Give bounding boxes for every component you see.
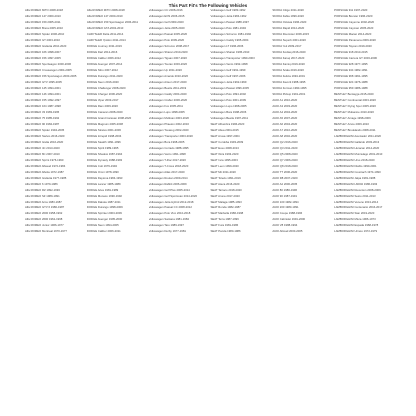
vehicle-item: PORSCHE 928 1977-1995 — [334, 62, 368, 66]
vehicle-item: Volkswagen Scirocco 2008-2017 — [148, 44, 190, 48]
vehicle-item: Alfa ROMEO 147 2000-2010 — [86, 14, 123, 18]
vehicle-item: Alfa ROMEO 4C 2013-2020 — [25, 146, 60, 150]
vehicle-column — [210, 9, 269, 309]
vehicle-item: LAMBORGHINI Sesto 2011-2013 — [334, 194, 376, 198]
vehicle-item: Volkswagen Lupo 1998-2005 — [148, 110, 185, 114]
vehicle-column — [272, 9, 331, 309]
vehicle-item: SEAT Fura 1981-1986 — [210, 224, 239, 228]
vehicle-item: PORSCHE 944 1982-1991 — [334, 68, 368, 72]
vehicle-item: PORSCHE Macan 2014-2020 — [334, 32, 372, 36]
page-title: This Part Fit's The Following Vehicles — [168, 3, 248, 8]
vehicle-item: Volkswagen Vento 1991-1998 — [148, 152, 186, 156]
vehicle-item: SKODA Karoq 2017-2020 — [272, 56, 305, 60]
vehicle-item: DODGE Neon 1994-2005 — [86, 224, 119, 228]
vehicle-item: Volkswagen Beetle 2011-2019 — [148, 86, 187, 90]
vehicle-item: SEAT Tarraco 2018-2020 — [210, 188, 242, 192]
vehicle-item: DODGE Caliber 2006-2012 — [86, 56, 121, 60]
vehicle-item: DODGE Sprinter 2003-2009 — [86, 212, 122, 216]
vehicle-item: Alfa ROMEO Sportwagon 2000-2006 — [25, 62, 72, 66]
vehicle-item: LAMBORGHINI Aventador 2011-2020 — [334, 134, 381, 138]
vehicle-item: Volkswagen EOS 2006-2015 — [148, 14, 185, 18]
vehicle-item: SEAT Exeo 2008-2013 — [210, 146, 239, 150]
vehicle-item: LAMBORGHINI Murcielago 2001-2010 — [334, 152, 383, 156]
vehicle-item: BENTLEY Continental 2003-2020 — [334, 98, 376, 102]
vehicle-item: AUDI Coupe 1988-1996 — [272, 212, 303, 216]
vehicle-item: DODGE Dakota 1987-2011 — [86, 200, 121, 204]
vehicle-item: Volkswagen Taro 1989-1997 — [148, 224, 184, 228]
vehicle-item: DODGE Lancer 1985-1989 — [86, 182, 121, 186]
vehicle-item: Volkswagen Rabbit 2006-2009 — [148, 182, 187, 186]
vehicle-item: PORSCHE Carrera GT 2003-2006 — [334, 56, 377, 60]
vehicle-item: AUDI Cabriolet 1991-2000 — [272, 218, 306, 222]
vehicle-item: Volkswagen Bora 1998-2006 — [210, 110, 247, 114]
vehicle-item: Volkswagen Phaeton 2002-2016 — [148, 122, 189, 126]
vehicle-item: AUDI 80 1986-1996 — [272, 188, 298, 192]
vehicle-item: Alfa ROMEO 90 1984-1987 — [25, 122, 60, 126]
vehicle-item: Volkswagen Jetta Hybrid 2012-2018 — [148, 200, 194, 204]
vehicle-item: SEAT Toledo 1991-2019 — [210, 176, 241, 180]
vehicle-item: AUDI A6 2004-2020 — [272, 122, 298, 126]
vehicle-item: Volkswagen Passat 1988-1997 — [210, 20, 249, 24]
vehicle-item: LAMBORGHINI LM002 1986-1993 — [334, 182, 378, 186]
vehicle-item: Alfa ROMEO Spider 2006-2010 — [25, 32, 65, 36]
vehicle-item: DODGE Nitro 2007-2012 — [86, 68, 118, 72]
vehicle-item: PORSCHE Taycan 2019-2020 — [334, 44, 372, 48]
vehicle-item: SEAT Arona 2017-2020 — [210, 194, 240, 198]
vehicle-item: Volkswagen Beetle 1997-2011 — [210, 116, 249, 120]
vehicle-item: SKODA Felicia 1994-2001 — [272, 74, 305, 78]
vehicle-item: Volkswagen T-Roc 2017-2020 — [148, 158, 186, 162]
vehicle-item: Volkswagen Santana 1981-1984 — [148, 218, 189, 222]
vehicle-item: Alfa ROMEO 156 1997-2005 — [25, 56, 61, 60]
vehicle-item: Volkswagen Polo 2001-2009 — [210, 98, 246, 102]
vehicle-item: Volkswagen Bora 1998-2005 — [148, 140, 185, 144]
vehicle-item: Alfa ROMEO 2600 1962-1968 — [25, 218, 63, 222]
vehicle-item: SEAT Ibiza 1993-2020 — [210, 152, 239, 156]
vehicle-item: SEAT Terra 1987-1996 — [210, 218, 239, 222]
vehicle-item: Alfa ROMEO 159 2005-2011 — [25, 20, 61, 24]
vehicle-item: LAMBORGHINI Espada 1968-1978 — [334, 224, 379, 228]
vehicle-item: Alfa ROMEO SZ 1989-1991 — [25, 194, 60, 198]
vehicle-item: PORSCHE 959 1986-1988 — [334, 86, 368, 90]
vehicle-item: Alfa ROMEO 33 1983-1995 — [25, 110, 60, 114]
vehicle-item: Volkswagen Up 2011-2020 — [148, 68, 182, 72]
vehicle-item: Volkswagen Transporter 2003-2020 — [148, 134, 193, 138]
vehicle-item: Alfa ROMEO GTV 1995-2005 — [25, 80, 62, 84]
vehicle-item: AUDI Q8 2018-2020 — [272, 164, 298, 168]
vehicle-item: LAMBORGHINI Veneno 2013-2014 — [334, 200, 379, 204]
vehicle-item: DODGE Challenger 2008-2020 — [86, 86, 126, 90]
vehicle-item: Alfa ROMEO RZ 1992-1993 — [25, 188, 60, 192]
vehicle-item: Volkswagen Passat CC 2008-2012 — [148, 206, 192, 210]
vehicle-item: Volkswagen Passat 1996-2005 — [210, 86, 249, 90]
vehicle-item: Alfa ROMEO 147 2000-2010 — [25, 14, 61, 18]
vehicle-item: DODGE Omni 1978-1990 — [86, 170, 119, 174]
vehicle-item: Alfa ROMEO 155 1992-1997 — [25, 98, 61, 102]
vehicle-item: PORSCHE 968 1991-1995 — [334, 74, 368, 78]
vehicle-item: LAMBORGHINI Jalpa 1981-1988 — [334, 176, 376, 180]
vehicle-item: AUDI A2 2000-2005 — [272, 182, 298, 186]
vehicle-item: SEAT Mii 2011-2020 — [210, 170, 236, 174]
vehicle-item: DODGE Intrepid 1998-2004 — [86, 134, 122, 138]
vehicle-item: BENTLEY Bentayga 2015-2020 — [334, 92, 374, 96]
vehicle-item: LAMBORGHINI Urraco 1972-1979 — [334, 230, 378, 234]
vehicle-item: Volkswagen Polo Vivo 2010-2018 — [148, 212, 191, 216]
vehicle-item: Alfa ROMEO 75 1985-1992 — [25, 116, 60, 120]
vehicle-item: DODGE Durango 2011-2020 — [86, 74, 123, 78]
vehicle-item: Volkswagen Golf 1991-1999 — [210, 68, 246, 72]
vehicle-item: Alfa ROMEO Alfasud 1972-1984 — [25, 164, 66, 168]
vehicle-item: Alfa ROMEO 146 1994-2001 — [25, 92, 61, 96]
vehicle-item: Alfa ROMEO Giulietta 2010-2020 — [25, 44, 67, 48]
vehicle-item: DODGE Spirit 1989-1995 — [86, 146, 119, 150]
vehicle-item: CHRYSLER Ypsilon 2011-2014 — [86, 38, 126, 42]
vehicle-item: PORSCHE 918 2013-2015 — [334, 50, 368, 54]
vehicle-item: DODGE Aries 1981-1989 — [86, 188, 119, 192]
vehicle-item: Volkswagen Polo 1994-2002 — [210, 92, 246, 96]
vehicle-item: Alfa ROMEO Arna 1983-1987 — [25, 200, 62, 204]
vehicle-item: DODGE Dynasty 1988-1993 — [86, 158, 123, 162]
vehicle-item: Volkswagen Jetta 2005-2020 — [148, 26, 185, 30]
vehicle-item: SKODA Citigo 2011-2020 — [272, 9, 304, 12]
vehicle-item: DODGE Durango 1998-2009 — [86, 206, 123, 210]
vehicle-item: Alfa ROMEO Alfetta 1972-1987 — [25, 170, 64, 174]
vehicle-item: Alfa ROMEO Crosswagon 2004-2005 — [25, 68, 72, 72]
vehicle-item: Alfa ROMEO 156 Sportwagon 2000-2005 — [25, 74, 77, 78]
vehicle-item: SEAT Ronda 1982-1987 — [210, 206, 241, 210]
vehicle-item: Alfa ROMEO Sprint 1976-1990 — [25, 158, 64, 162]
vehicle-item: Alfa ROMEO 145 1994-2001 — [25, 86, 61, 90]
vehicle-item: AUDI A7 2010-2020 — [272, 128, 298, 132]
vehicle-item: SEAT Altea 2004-2015 — [210, 128, 239, 132]
vehicle-item: Alfa ROMEO Spider 1994-2005 — [25, 128, 65, 132]
vehicle-item: AUDI Allroad 2000-2005 — [272, 230, 303, 234]
vehicle-item: Alfa ROMEO GTA 2002-2010 — [86, 26, 124, 30]
vehicle-item: LAMBORGHINI Sian 2019-2020 — [334, 212, 375, 216]
vehicle-item: DODGE Caliber 2006-2011 — [86, 230, 121, 234]
vehicle-item: SKODA Forman 1990-1995 — [272, 86, 307, 90]
vehicle-item: LAMBORGHINI Diablo 1990-2001 — [334, 164, 377, 168]
vehicle-item: Volkswagen Amarok 2010-2020 — [148, 74, 188, 78]
vehicle-item: Volkswagen Golf 1997-2006 — [210, 74, 246, 78]
vehicle-item: PORSCHE Cayenne 2002-2020 — [334, 20, 375, 24]
vehicle-item: SKODA Pickup 1991-2001 — [272, 92, 306, 96]
vehicle-item: DODGE Magnum 2005-2008 — [86, 122, 123, 126]
vehicle-item: SEAT Ateca 2016-2020 — [210, 182, 240, 186]
vehicle-item: DODGE Viper 2003-2017 — [86, 98, 119, 102]
vehicle-item: Alfa ROMEO 164 1987-1998 — [25, 104, 61, 108]
vehicle-item: Alfa ROMEO Stelvio 2016-2020 — [25, 134, 65, 138]
vehicle-item: Volkswagen Lupo 1998-2005 — [210, 104, 247, 108]
vehicle-item: Volkswagen Atlas 2017-2020 — [148, 170, 185, 174]
vehicle-item: SKODA Fabia 1999-2020 — [272, 14, 304, 18]
vehicle-item: DODGE Avenger 1995-2000 — [86, 218, 123, 222]
vehicle-column — [334, 9, 393, 309]
vehicle-item: BENTLEY Arnage 1998-2009 — [334, 116, 371, 120]
vehicle-item: AUDI 90 1987-1991 — [272, 194, 298, 198]
vehicle-item: Volkswagen Golf Plus 2005-2014 — [148, 188, 190, 192]
vehicle-item: Alfa ROMEO MiTO 2008-2018 — [25, 9, 63, 12]
vehicle-item: BENTLEY Brooklands 2008-2011 — [334, 128, 376, 132]
vehicle-item: Volkswagen Passat 2005-2020 — [148, 32, 188, 36]
vehicle-item: DODGE Monaco 1990-1992 — [86, 194, 122, 198]
vehicle-item: Volkswagen Transporter 1990-2003 — [210, 56, 255, 60]
vehicle-item: DODGE Journey 2011-2019 — [86, 44, 122, 48]
vehicle-item: AUDI Q2 2016-2020 — [272, 140, 298, 144]
vehicle-item: Alfa ROMEO Montreal 1970-1977 — [25, 230, 67, 234]
vehicle-item: AUDI Q7 2006-2020 — [272, 158, 298, 162]
vehicle-item: AUDI Q5 2008-2020 — [272, 152, 298, 156]
vehicle-item: AUDI 200 1983-1991 — [272, 206, 299, 210]
vehicle-item: DODGE Caravan 2008-2020 — [86, 110, 123, 114]
vehicle-item: Volkswagen Scirocco 1981-1992 — [210, 32, 252, 36]
vehicle-item: LAMBORGHINI Urus 2018-2020 — [334, 158, 375, 162]
vehicle-item: PORSCHE 924 1976-1988 — [334, 80, 368, 84]
vehicle-item: AUDI V8 1988-1994 — [272, 224, 298, 228]
vehicle-item: CHRYSLER Delta 2011-2014 — [86, 32, 124, 36]
vehicle-item: SEAT Malaga 1985-1993 — [210, 200, 242, 204]
vehicle-item: Volkswagen Corrado 1988-1995 — [148, 146, 189, 150]
vehicle-item: Volkswagen Touran 2003-2020 — [148, 62, 188, 66]
vehicle-item: PORSCHE Panamera 2009-2020 — [334, 38, 376, 42]
vehicle-item: LAMBORGHINI Countach 1974-1990 — [334, 170, 381, 174]
vehicle-item: Volkswagen Caddy 2004-2020 — [148, 92, 187, 96]
vehicle-column — [25, 9, 84, 309]
vehicle-item: Volkswagen Tiguan 2007-2020 — [148, 56, 187, 60]
vehicle-item: DODGE Dart 2012-2016 — [86, 50, 118, 54]
vehicle-item: PORSCHE Cayman 2005-2020 — [334, 26, 374, 30]
vehicle-item: Alfa ROMEO Junior 1966-1977 — [25, 224, 64, 228]
vehicle-item: DODGE Stratus 2001-2006 — [86, 128, 121, 132]
vehicle-item: BENTLEY Azure 2006-2010 — [334, 122, 369, 126]
vehicle-item: DODGE Shadow 1987-1994 — [86, 152, 123, 156]
vehicle-item: SKODA Kodiaq 2016-2020 — [272, 50, 306, 54]
vehicle-item: LAMBORGHINI Huracan 2014-2020 — [334, 146, 380, 150]
vehicle-item: SKODA Favorit 1988-1995 — [272, 80, 306, 84]
vehicle-item: DODGE Daytona 1984-1993 — [86, 176, 123, 180]
vehicle-item: Volkswagen Touareg 2002-2020 — [148, 128, 189, 132]
vehicle-item: Volkswagen Arteon 2017-2020 — [148, 80, 187, 84]
vehicle-item: BENTLEY Mulsanne 2010-2020 — [334, 110, 374, 114]
vehicle-item: Volkswagen Sharan 1995-2010 — [210, 50, 250, 54]
vehicle-item: Volkswagen Fox 2005-2011 — [148, 104, 183, 108]
vehicle-item: SKODA Kamiq 2019-2020 — [272, 62, 305, 66]
vehicle-item: SKODA Roomster 2006-2015 — [272, 32, 310, 36]
vehicle-item: AUDI R8 2007-2020 — [272, 176, 298, 180]
vehicle-item: Volkswagen Polo 1981-1994 — [210, 26, 246, 30]
vehicle-item: Alfa ROMEO Giulia 2016-2020 — [25, 140, 64, 144]
vehicle-item: SKODA Scala 2019-2020 — [272, 68, 304, 72]
vehicle-item: AUDI TT 2006-2020 — [272, 170, 298, 174]
vehicle-item: Alfa ROMEO GT 2003-2010 — [25, 38, 60, 42]
vehicle-item: DODGE Avenger 2007-2014 — [86, 62, 123, 66]
vehicle-item: Volkswagen Polo 2009-2020 — [148, 38, 185, 42]
vehicle-item: DODGE Ram 2009-2020 — [86, 104, 118, 108]
vehicle-item: LAMBORGHINI Miura 1966-1973 — [334, 218, 376, 222]
vehicle-item: Volkswagen Caddy 1995-2004 — [210, 38, 249, 42]
vehicle-item: Alfa ROMEO 2000 1958-1962 — [25, 212, 63, 216]
vehicle-list — [25, 9, 393, 309]
vehicle-item: Volkswagen Golf 2003-2020 — [148, 20, 184, 24]
vehicle-item: PORSCHE Boxster 1996-2020 — [334, 14, 373, 18]
vehicle-column — [149, 9, 208, 309]
vehicle-item: SKODA Octavia 1996-2020 — [272, 20, 307, 24]
vehicle-item: AUDI 100 1982-1994 — [272, 200, 299, 204]
vehicle-item: Alfa ROMEO 166 1998-2007 — [25, 50, 61, 54]
vehicle-item: SEAT Alhambra 1996-2020 — [210, 122, 245, 126]
vehicle-item: AUDI Q3 2011-2020 — [272, 146, 298, 150]
vehicle-item: SEAT Marbella 1986-1998 — [210, 212, 244, 216]
vehicle-item: LAMBORGHINI Gallardo 2003-2013 — [334, 140, 380, 144]
vehicle-item: Volkswagen Derby 1977-1981 — [148, 230, 186, 234]
vehicle-item: Volkswagen Golf 1983-1992 — [210, 9, 246, 12]
vehicle-item: SEAT Leon 1999-2020 — [210, 164, 239, 168]
vehicle-item: SEAT Arosa 1997-2004 — [210, 134, 240, 138]
vehicle-item: SEAT Inca 1995-2003 — [210, 158, 238, 162]
vehicle-item: AUDI A1 2010-2020 — [272, 98, 298, 102]
vehicle-item: Alfa ROMEO 6 1979-1986 — [25, 182, 58, 186]
vehicle-item: Volkswagen Jetta 1984-1992 — [210, 14, 247, 18]
vehicle-item: Volkswagen CC 2008-2016 — [148, 9, 183, 12]
vehicle-item: Volkswagen Vento 1992-1998 — [210, 62, 248, 66]
vehicle-item: AUDI A5 2007-2020 — [272, 116, 298, 120]
vehicle-item: Volkswagen Sharan 2010-2020 — [148, 50, 188, 54]
vehicle-item: Alfa ROMEO Giulietta 1977-1985 — [25, 176, 67, 180]
vehicle-item: AUDI A8 2002-2020 — [272, 134, 298, 138]
vehicle-item: SEAT Cordoba 1993-2009 — [210, 140, 244, 144]
vehicle-item: Volkswagen Jetta 1992-1999 — [210, 80, 247, 84]
vehicle-item: AUDI A3 2003-2020 — [272, 104, 298, 108]
vehicle-item: SEAT Panda 1980-1986 — [210, 230, 241, 234]
vehicle-item: Volkswagen Multivan 2003-2020 — [148, 116, 189, 120]
vehicle-item: SKODA Superb 2001-2020 — [272, 38, 306, 42]
vehicle-item: Volkswagen Golf Sportsvan 2014-2020 — [148, 194, 198, 198]
vehicle-item: LAMBORGHINI Reventon 2008-2009 — [334, 188, 381, 192]
vehicle-item: BENTLEY Flying Spur 2005-2020 — [334, 104, 376, 108]
vehicle-item: DODGE Colt 1979-1994 — [86, 164, 117, 168]
vehicle-item: Alfa ROMEO 159 Sportwagon 2006-2011 — [86, 20, 139, 24]
vehicle-item: Volkswagen T-Cross 2018-2020 — [148, 164, 189, 168]
vehicle-item: DODGE Stealth 1991-1996 — [86, 140, 121, 144]
vehicle-item: DODGE Charger 2006-2020 — [86, 92, 123, 96]
vehicle-item: DODGE Neon 2016-2020 — [86, 80, 119, 84]
vehicle-item: SKODA Rapid 2012-2020 — [272, 26, 305, 30]
vehicle-item: Alfa ROMEO GTV 6 1980-1987 — [25, 206, 65, 210]
vehicle-item: SKODA Yeti 2009-2017 — [272, 44, 302, 48]
vehicle-item: Volkswagen Routan 2009-2014 — [148, 176, 188, 180]
vehicle-item: Volkswagen LT 1996-2006 — [210, 44, 244, 48]
vehicle-item: PORSCHE 911 1997-2020 — [334, 9, 368, 12]
vehicle-item: Volkswagen Crafter 2006-2020 — [148, 98, 188, 102]
vehicle-item: Alfa ROMEO Brera 2005-2010 — [25, 26, 63, 30]
vehicle-item: Alfa ROMEO MiTO 2008-2018 — [86, 9, 125, 12]
vehicle-item: DODGE Grand Caravan 2008-2020 — [86, 116, 132, 120]
vehicle-column — [87, 9, 146, 309]
vehicle-item: AUDI A4 2004-2020 — [272, 110, 298, 114]
vehicle-item: LAMBORGHINI Centenario 2016-2017 — [334, 206, 383, 210]
vehicle-item: Alfa ROMEO 8C 2007-2010 — [25, 152, 60, 156]
